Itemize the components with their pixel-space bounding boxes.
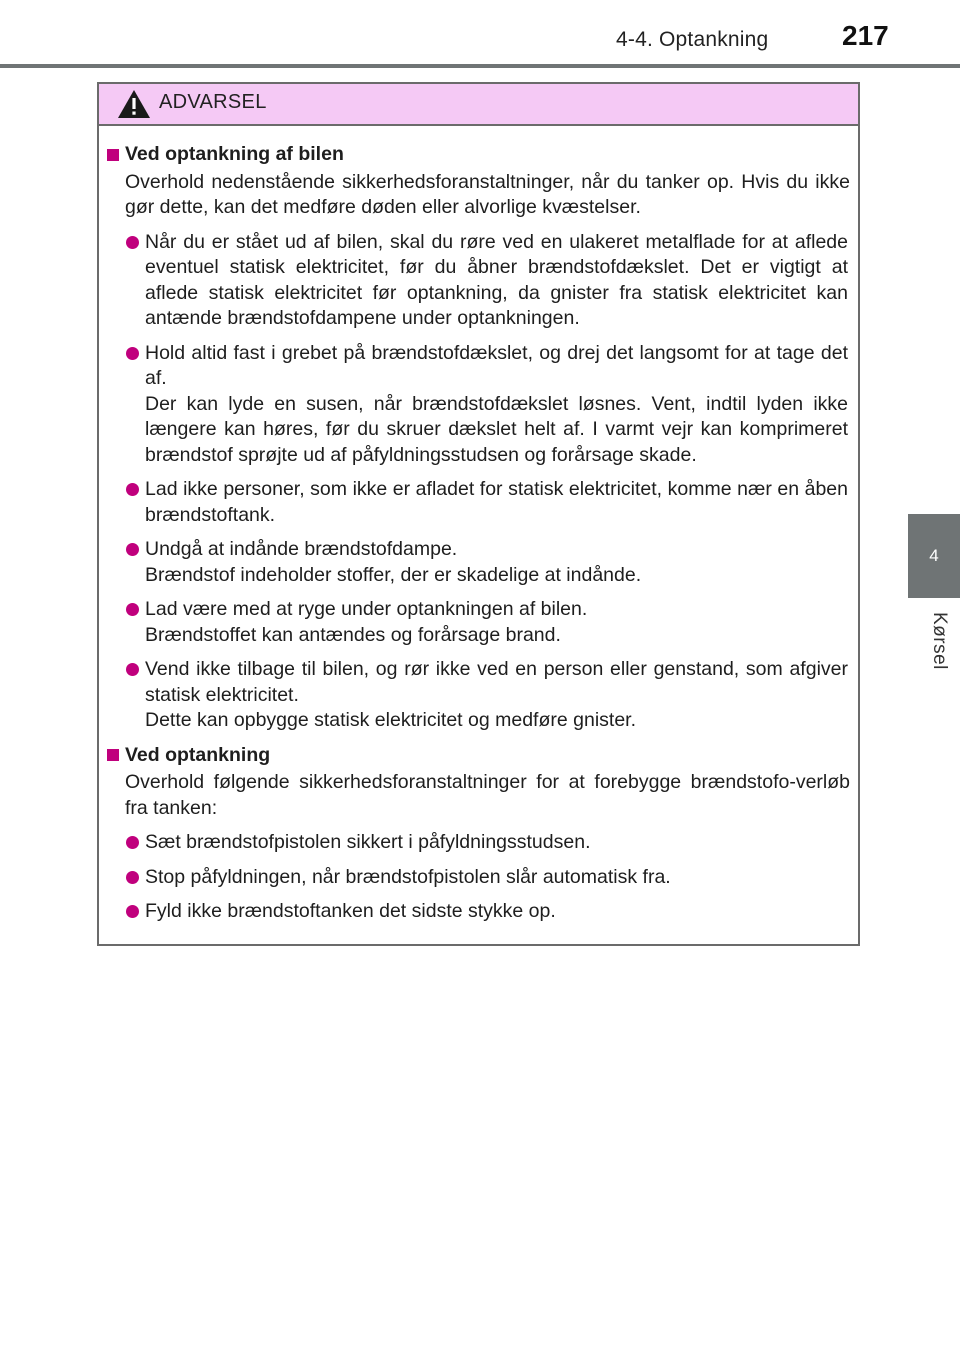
- section-heading: [105, 743, 850, 769]
- square-bullet-icon: [107, 149, 119, 161]
- page-number: 217: [842, 20, 889, 51]
- list-item: [105, 830, 850, 856]
- round-bullet-icon: [126, 543, 139, 556]
- section-intro: Overhold følgende sikkerhedsforanstaltninger for at forebygge brændstofo-verløb fra tanken:: [125, 771, 850, 819]
- section-heading-text: Ved optankning af bilen: [125, 143, 344, 165]
- list-item-text: Undgå at indånde brændstofdampe.: [145, 538, 458, 560]
- list-item: [105, 341, 850, 469]
- list-item-text: Lad ikke personer, som ikke er afladet for statisk elektricitet, komme nær en åben brændstoftank.: [145, 478, 848, 526]
- list-item-text: Sæt brændstofpistolen sikkert i påfyldningsstudsen.: [145, 831, 591, 853]
- round-bullet-icon: [126, 871, 139, 884]
- list-item: [105, 865, 850, 891]
- list-item: [105, 657, 850, 734]
- round-bullet-icon: [126, 483, 139, 496]
- square-bullet-icon: [107, 749, 119, 761]
- section-title: 4-4. Optankning: [616, 28, 769, 51]
- list-item: [105, 230, 850, 332]
- chapter-label: Kørsel: [929, 612, 950, 670]
- section-heading-text: Ved optankning: [125, 743, 271, 766]
- list-item: [105, 899, 850, 925]
- list-item-text: Når du er stået ud af bilen, skal du røre ved en ulakeret metalflade for at aflede eventuel statisk elektricitet, før du åbner brændstofdækslet. Det er vigtigt at aflede statisk elektricitet før optankning, da gnister fra statisk elektricitet kan antænde brændstofdampene under optankningen.: [145, 230, 848, 329]
- section-intro: Overhold nedenstående sikkerhedsforanstaltninger, når du tanker op. Hvis du ikke gør dette, kan det medføre døden eller alvorlige kvæstelser.: [125, 170, 850, 218]
- list-item-text: Brændstof indeholder stoffer, der er skadelige at indånde.: [145, 563, 642, 586]
- round-bullet-icon: [126, 236, 139, 249]
- list-item-text: Dette kan opbygge statisk elektricitet og medføre gnister.: [145, 709, 636, 731]
- chapter-tab[interactable]: [908, 514, 960, 598]
- list-item-text: Hold altid fast i grebet på brændstofdækslet, og drej det langsomt for at tage det af.: [145, 341, 848, 389]
- warning-header: [99, 84, 858, 126]
- warning-triangle-icon: [117, 88, 151, 120]
- list-item: [105, 597, 850, 648]
- list-item-text: Fyld ikke brændstoftanken det sidste stykke op.: [145, 900, 556, 922]
- chapter-number: 4: [929, 546, 939, 565]
- list-item-text: Brændstoffet kan antændes og forårsage brand.: [145, 623, 561, 646]
- round-bullet-icon: [126, 663, 139, 676]
- list-item: [105, 537, 850, 588]
- warning-body: [99, 126, 858, 925]
- list-item-text: Vend ikke tilbage til bilen, og rør ikke ved en person eller genstand, som afgiver statisk elektricitet.: [145, 658, 848, 706]
- round-bullet-icon: [126, 836, 139, 849]
- list-item: [105, 477, 850, 528]
- header-divider: [0, 64, 960, 68]
- list-item-text: Lad være med at ryge under optankningen af bilen.: [145, 598, 588, 620]
- section-heading: [105, 142, 850, 168]
- warning-title: ADVARSEL: [159, 90, 267, 113]
- warning-box: [97, 82, 860, 946]
- round-bullet-icon: [126, 347, 139, 360]
- list-item-text: Der kan lyde en susen, når brændstofdækslet løsnes. Vent, indtil lyden ikke længere kan høres, før du skruer dækslet helt af. I varmt vejr kan komprimeret brændstof sprøjte ud af påfyldningsstudsen og forårsage skade.: [145, 392, 848, 466]
- list-item-text: Stop påfyldningen, når brændstofpistolen slår automatisk fra.: [145, 865, 671, 888]
- round-bullet-icon: [126, 603, 139, 616]
- round-bullet-icon: [126, 905, 139, 918]
